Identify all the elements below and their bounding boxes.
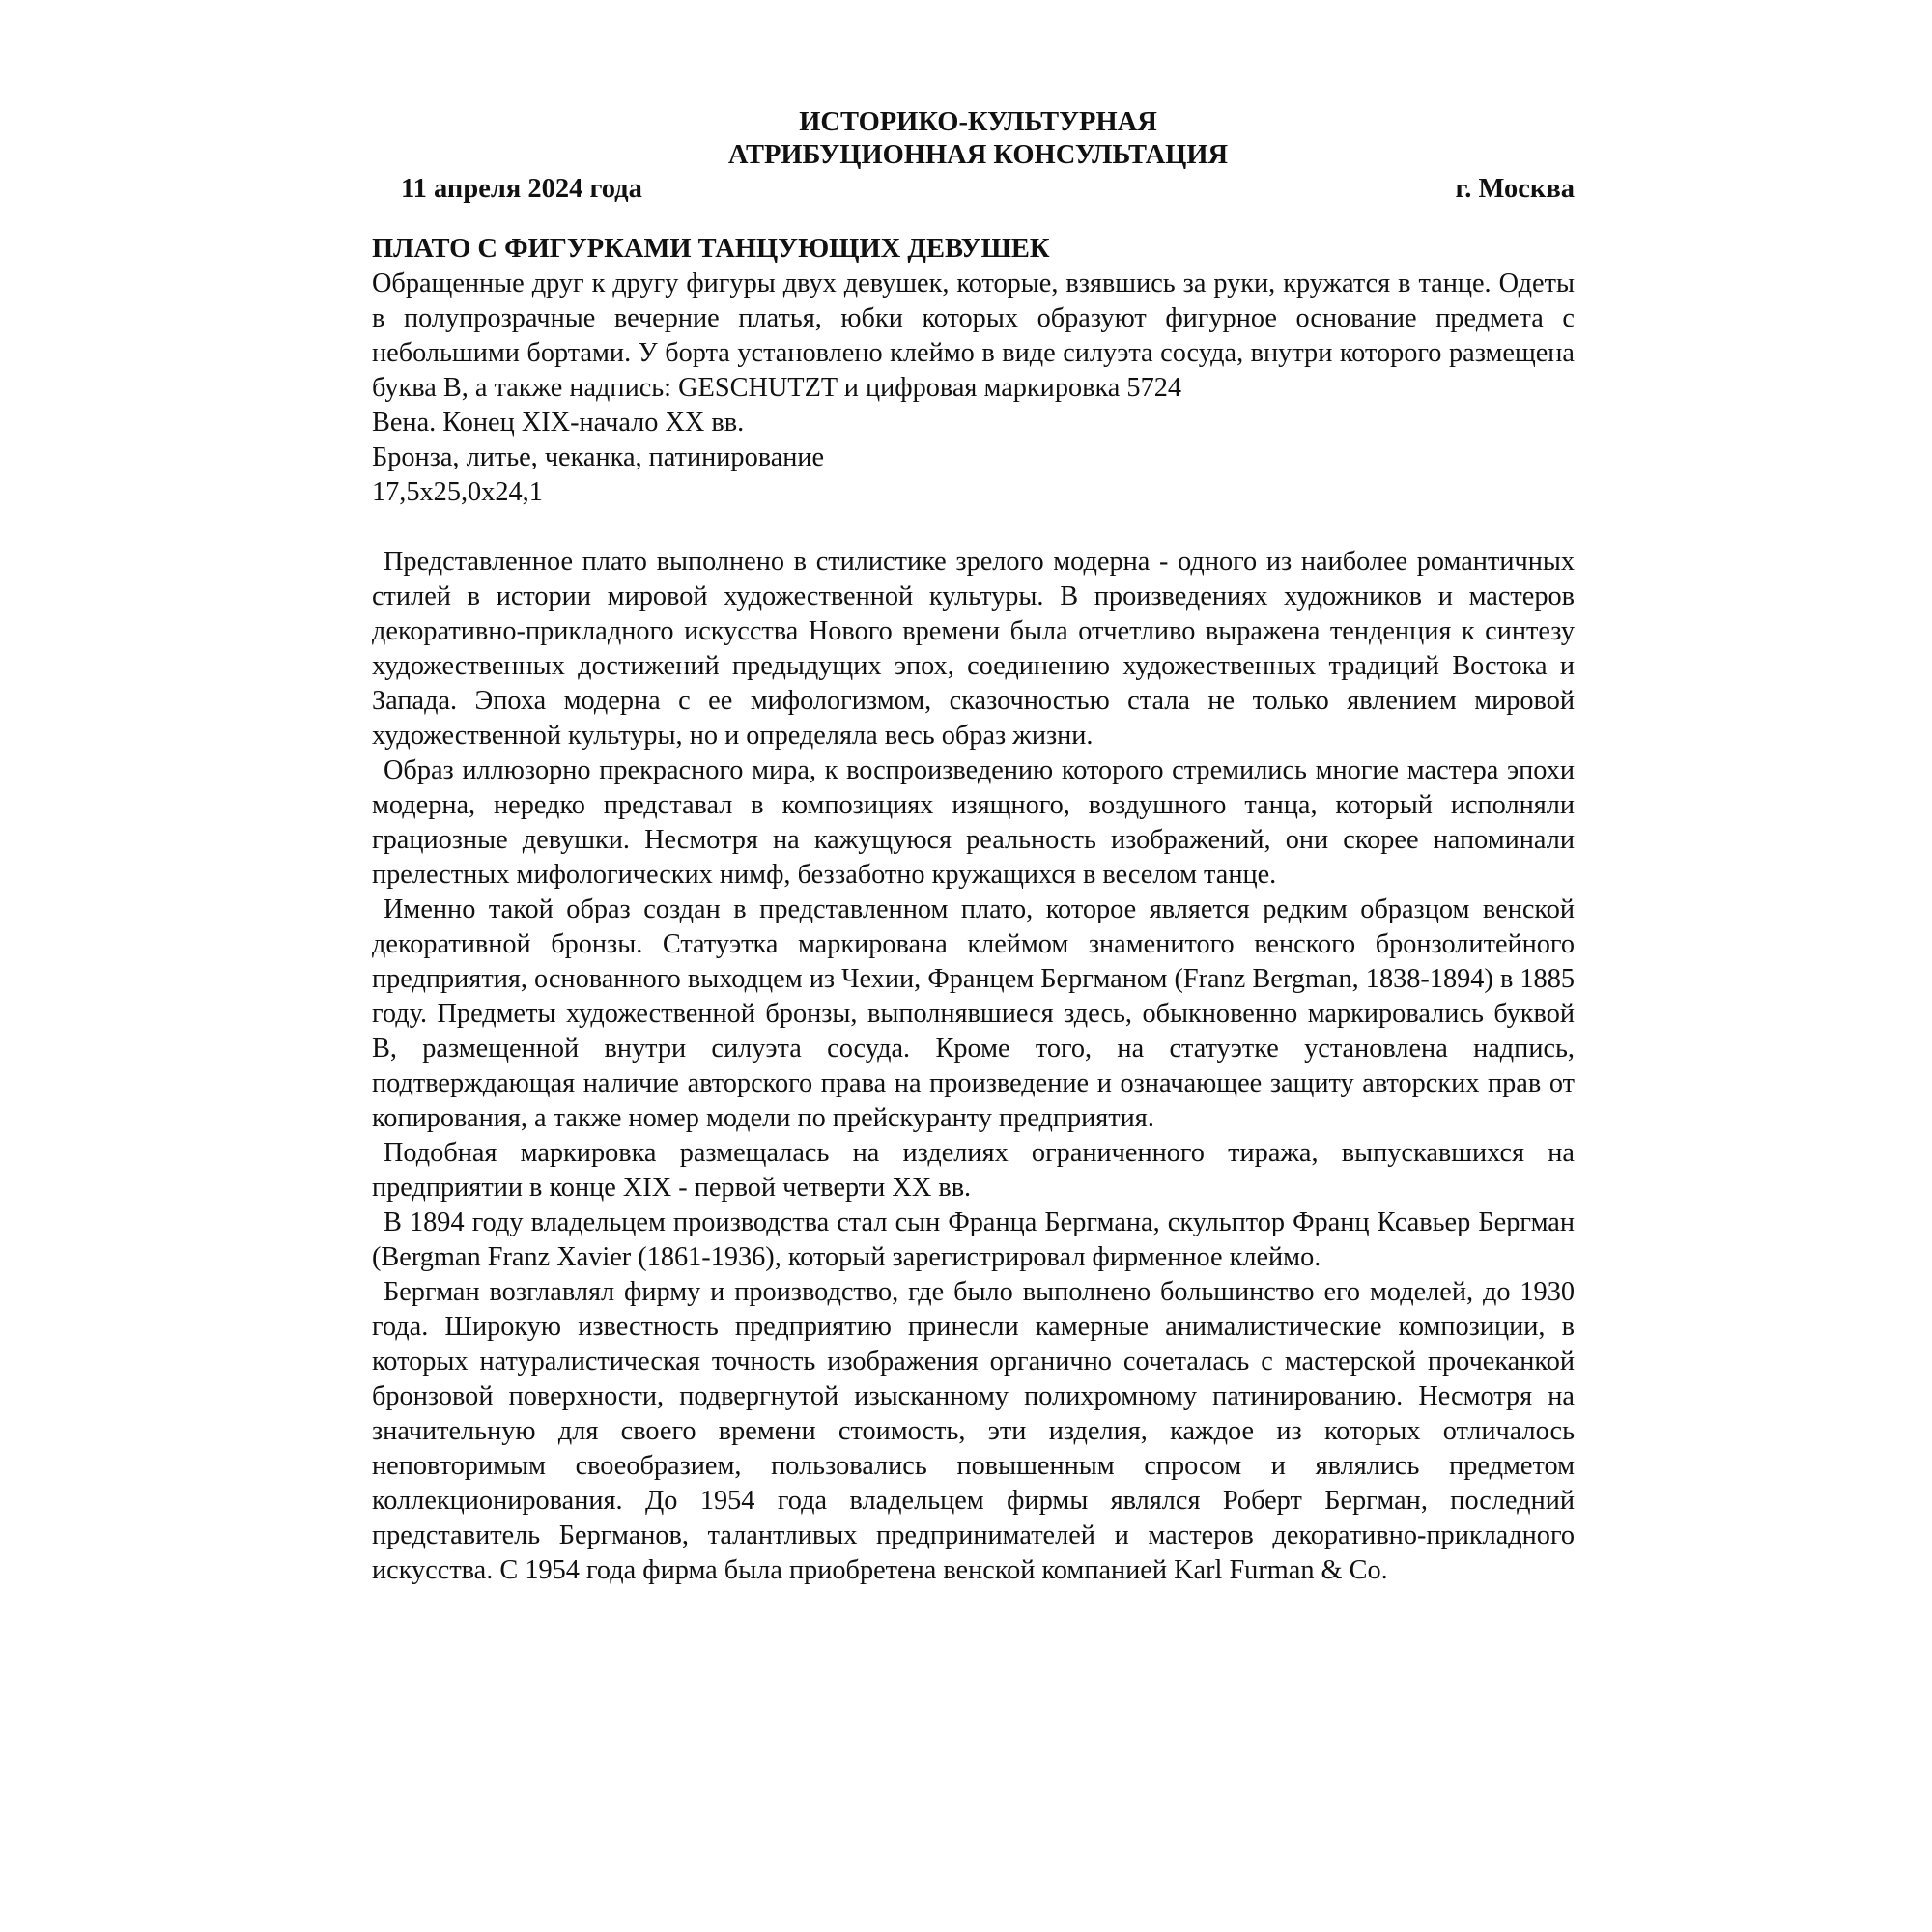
body-paragraph-1: Представленное плато выполнено в стилистике зрелого модерна - одного из наиболее романтичных стилей в истории мировой художественной культуры. В произведениях художников и мастеров декоративно-прикладного искусства Нового времени была отчетливо выражена тенденция к синтезу художественных достижений предыдущих эпох, соединению художественных традиций Востока и Запада. Эпоха модерна с ее мифологизмом, сказочностью стала не только явлением мировой художественной культуры, но и определяла весь образ жизни.: [372, 547, 1575, 751]
document-title-line-2: АТРИБУЦИОННАЯ КОНСУЛЬТАЦИЯ: [727, 140, 1229, 170]
body-paragraph-6: Бергман возглавлял фирму и производство, где было выполнено большинство его моделей, до 1930 года. Широкую известность предприятию принесли камерные анималистические композиции, в которых натуралистическая точность изображения органично сочеталась с мастерской прочеканкой бронзовой поверхности, подвергнутой изысканному полихромному патинированию. Несмотря на значительную для своего времени стоимость, эти изделия, каждое из которых отличалось неповторимым своеобразием, пользовались повышенным спросом и являлись предметом коллекционирования. До 1954 года владельцем фирмы являлся Роберт Бергман, последний представитель Бергманов, талантливых предпринимателей и мастеров декоративно-прикладного искусства. С 1954 года фирма была приобретена венской компанией Karl Furman & Co.: [372, 1277, 1575, 1585]
body-paragraph-4: Подобная маркировка размещалась на изделиях ограниченного тиража, выпускавшихся на предприятии в конце XIX - первой четверти XX вв.: [372, 1138, 1575, 1203]
item-origin: Вена. Конец XIX-начало XX вв.: [372, 408, 745, 438]
document-city: г. Москва: [1455, 174, 1575, 204]
item-description: Обращенные друг к другу фигуры двух девушек, которые, взявшись за руки, кружатся в танце. Одеты в полупрозрачные вечерние платья, юбки которых образуют фигурное основание предмета с небольшими бортами. У борта установлено клеймо в виде силуэта сосуда, внутри которого размещена буква В, а также надпись: GESCHUTZT и цифровая маркировка 5724: [372, 269, 1575, 403]
item-dimensions: 17,5х25,0х24,1: [372, 477, 543, 507]
date-location-line: [372, 172, 1575, 207]
item-material: Бронза, литье, чеканка, патинирование: [372, 442, 825, 472]
body-paragraph-5: В 1894 году владельцем производства стал сын Франца Бергмана, скульптор Франц Ксавьер Бергман (Bergman Franz Xavier (1861-1936), который зарегистрировал фирменное клеймо.: [372, 1208, 1575, 1272]
document-title-line-1: ИСТОРИКО-КУЛЬТУРНАЯ: [799, 107, 1157, 137]
body-paragraph-3: Именно такой образ создан в представленном плато, которое является редким образцом венской декоративной бронзы. Статуэтка маркирована клеймом знаменитого венского бронзолитейного предприятия, основанного выходцем из Чехии, Францем Бергманом (Franz Bergman, 1838-1894) в 1885 году. Предметы художественной бронзы, выполнявшиеся здесь, обыкновенно маркировались буквой В, размещенной внутри силуэта сосуда. Кроме того, на статуэтке установлена надпись, подтверждающая наличие авторского права на произведение и означающее защиту авторских прав от копирования, а также номер модели по прейскуранту предприятия.: [372, 895, 1575, 1133]
document-date: 11 апреля 2024 года: [401, 174, 642, 204]
document-page: [372, 106, 1575, 1588]
item-title: ПЛАТО С ФИГУРКАМИ ТАНЦУЮЩИХ ДЕВУШЕК: [372, 234, 1050, 264]
body-paragraph-2: Образ иллюзорно прекрасного мира, к воспроизведению которого стремились многие мастера эпохи модерна, нередко представал в композициях изящного, воздушного танца, который исполняли грациозные девушки. Несмотря на кажущуюся реальность изображений, они скорее напоминали прелестных мифологических нимф, беззаботно кружащихся в веселом танце.: [372, 755, 1575, 890]
